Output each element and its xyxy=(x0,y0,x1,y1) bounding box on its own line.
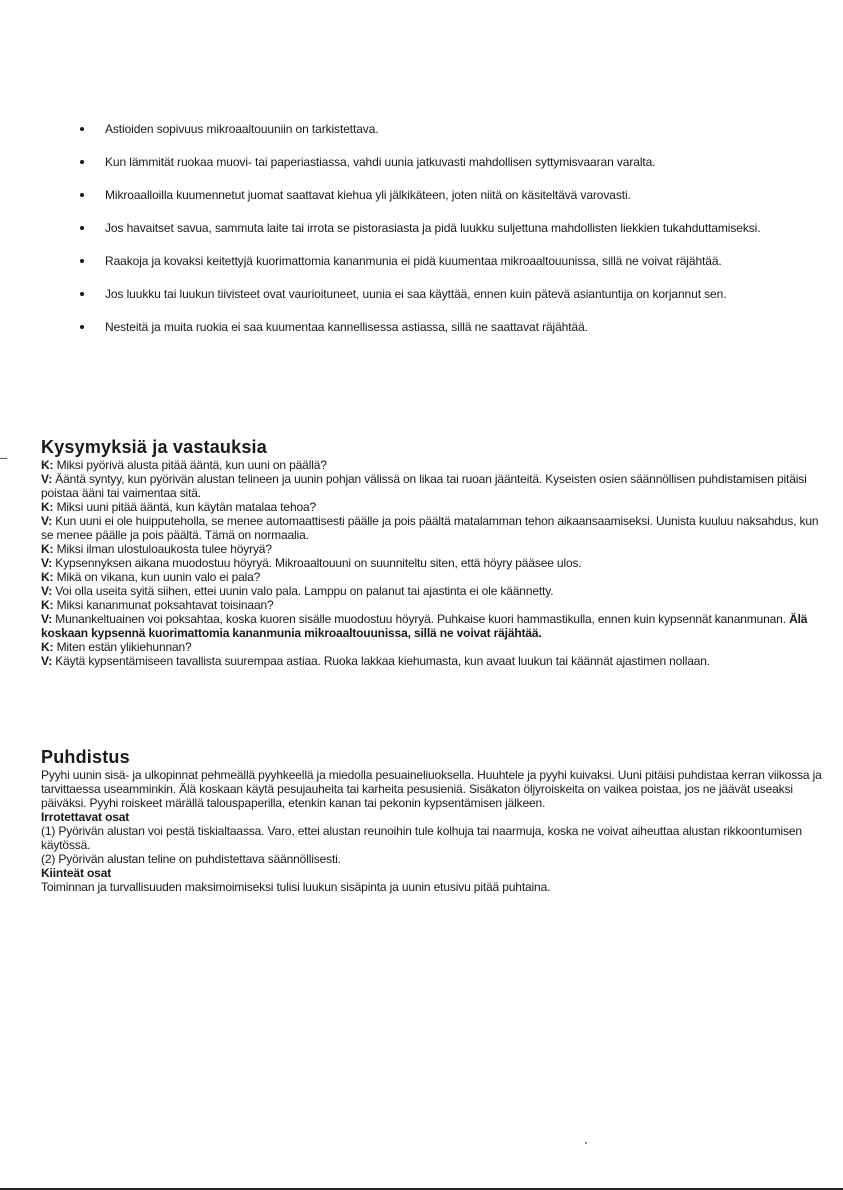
fixed-parts-text: Toiminnan ja turvallisuuden maksimoimiseksi tulisi luukun sisäpinta ja uunin etusivu pitää puhtaina. xyxy=(41,880,551,894)
question-text: Miten estän ylikiehunnan? xyxy=(56,640,192,654)
question-text: Mikä on vikana, kun uunin valo ei pala? xyxy=(56,570,261,584)
qa-section xyxy=(41,436,826,668)
question-label: K: xyxy=(41,500,54,514)
answer-text: Käytä kypsentämiseen tavallista suurempaa astiaa. Ruoka lakkaa kiehumasta, kun avaat luukun tai käännät ajastimen nollaan. xyxy=(55,654,710,668)
qa-list xyxy=(41,458,826,668)
question xyxy=(41,542,826,556)
bullet-dot-icon xyxy=(80,292,84,296)
cleaning-body xyxy=(41,768,826,894)
bullet-dot-icon xyxy=(80,127,84,131)
bullet-text: Mikroaalloilla kuumennetut juomat saattavat kiehua yli jälkikäteen, joten niitä on käsiteltävä varovasti. xyxy=(105,188,631,202)
question xyxy=(41,500,826,514)
scan-edge-mark xyxy=(0,458,7,459)
list-item xyxy=(78,221,818,235)
answer-text: Munankeltuainen voi poksahtaa, koska kuoren sisälle muodostuu höyryä. Puhkaise kuori hammastikulla, ennen kuin kypsennät kananmunan. xyxy=(55,612,786,626)
question-text: Miksi uuni pitää ääntä, kun käytän matalaa tehoa? xyxy=(56,500,317,514)
fixed-parts-heading: Kiinteät osat xyxy=(41,866,112,880)
removable-parts-item: (1) Pyörivän alustan voi pestä tiskialtaassa. Varo, ettei alustan reunoihin tule kolhuja tai naarmuja, koska ne voivat aiheuttaa alustan rikkoontumisen käytössä. xyxy=(41,824,802,852)
question-text: Miksi pyörivä alusta pitää ääntä, kun uuni on päällä? xyxy=(56,458,327,472)
bullet-text: Astioiden sopivuus mikroaaltouuniin on tarkistettava. xyxy=(105,122,379,136)
cleaning-heading: Puhdistus xyxy=(41,747,130,767)
answer xyxy=(41,514,826,542)
safety-bullet-list xyxy=(78,122,818,353)
answer-text: Kypsennyksen aikana muodostuu höyryä. Mikroaaltouuni on suunniteltu siten, että höyry pääsee ulos. xyxy=(55,556,582,570)
answer xyxy=(41,612,826,640)
bullet-dot-icon xyxy=(80,160,84,164)
question xyxy=(41,640,826,654)
answer-label: V: xyxy=(41,556,53,570)
bullet-dot-icon xyxy=(80,193,84,197)
qa-heading: Kysymyksiä ja vastauksia xyxy=(41,437,267,457)
bullet-text: Jos luukku tai luukun tiivisteet ovat vaurioituneet, uunia ei saa käyttää, ennen kuin pätevä asiantuntija on korjannut sen. xyxy=(105,287,727,301)
list-item xyxy=(78,320,818,334)
question-text: Miksi kananmunat poksahtavat toisinaan? xyxy=(56,598,274,612)
answer-text: Voi olla useita syitä siihen, ettei uunin valo pala. Lamppu on palanut tai ajastinta ei ole käännetty. xyxy=(55,584,554,598)
answer xyxy=(41,472,826,500)
list-item xyxy=(78,287,818,301)
list-item xyxy=(78,254,818,268)
list-item xyxy=(78,155,818,169)
question xyxy=(41,598,826,612)
list-item xyxy=(78,122,818,136)
question-label: K: xyxy=(41,458,54,472)
question xyxy=(41,458,826,472)
answer-text: Kun uuni ei ole huipputeholla, se menee automaattisesti päälle ja pois päältä matalamman tehon aikaansaamiseksi. Uunista kuuluu naksahdus, kun se menee päälle ja pois päältä. Tämä on normaalia. xyxy=(41,514,819,542)
answer xyxy=(41,654,826,668)
cleaning-section xyxy=(41,746,826,894)
warning-text: Älä koskaan kypsennä kuorimattomia kananmunia mikroaaltouunissa, sillä ne voivat räjähtää. xyxy=(41,612,808,640)
question-label: K: xyxy=(41,542,54,556)
question-label: K: xyxy=(41,570,54,584)
answer xyxy=(41,584,826,598)
question-label: K: xyxy=(41,640,54,654)
bullet-dot-icon xyxy=(80,325,84,329)
answer-label: V: xyxy=(41,654,53,668)
bullet-dot-icon xyxy=(80,259,84,263)
answer-label: V: xyxy=(41,514,53,528)
bullet-text: Kun lämmität ruokaa muovi- tai paperiastiassa, vahdi uunia jatkuvasti mahdollisen syttymisvaaran varalta. xyxy=(105,155,656,169)
bullet-text: Nesteitä ja muita ruokia ei saa kuumentaa kannellisessa astiassa, sillä ne saattavat räjähtää. xyxy=(105,320,588,334)
removable-parts-item: (2) Pyörivän alustan teline on puhdistettava säännöllisesti. xyxy=(41,852,341,866)
bullet-text: Jos havaitset savua, sammuta laite tai irrota se pistorasiasta ja pidä luukku suljettuna mahdollisten liekkien tukahduttamiseksi. xyxy=(105,221,761,235)
bullet-dot-icon xyxy=(80,226,84,230)
bullet-text: Raakoja ja kovaksi keitettyjä kuorimattomia kananmunia ei pidä kuumentaa mikroaaltouunissa, sillä ne voivat räjähtää. xyxy=(105,254,722,268)
answer-label: V: xyxy=(41,472,53,486)
question xyxy=(41,570,826,584)
removable-parts-heading: Irrotettavat osat xyxy=(41,810,130,824)
question-text: Miksi ilman ulostuloaukosta tulee höyryä? xyxy=(56,542,272,556)
answer-label: V: xyxy=(41,612,53,626)
answer xyxy=(41,556,826,570)
answer-label: V: xyxy=(41,584,53,598)
list-item xyxy=(78,188,818,202)
scan-speck xyxy=(585,1142,587,1144)
answer-text: Ääntä syntyy, kun pyörivän alustan telineen ja uunin pohjan välissä on likaa tai ruoan jäänteitä. Kyseisten osien säännöllisen puhdistamisen pitäisi poistaa ääni tai vaimentaa sitä. xyxy=(41,472,807,500)
question-label: K: xyxy=(41,598,54,612)
cleaning-intro: Pyyhi uunin sisä- ja ulkopinnat pehmeällä pyyhkeellä ja miedolla pesuaineliuoksella. Huuhtele ja pyyhi kuivaksi. Uuni pitäisi puhdistaa kerran viikossa ja tarvittaessa useamminkin. Älä koskaan käytä pesujauheita tai karheita pesusieniä. Sisäkaton öljyroiskeita on vaikea poistaa, jos ne jäävät useaksi päiväksi. Pyyhi roiskeet märällä talouspaperilla, etenkin kanan tai pekonin kypsentämisen jälkeen. xyxy=(41,768,822,810)
